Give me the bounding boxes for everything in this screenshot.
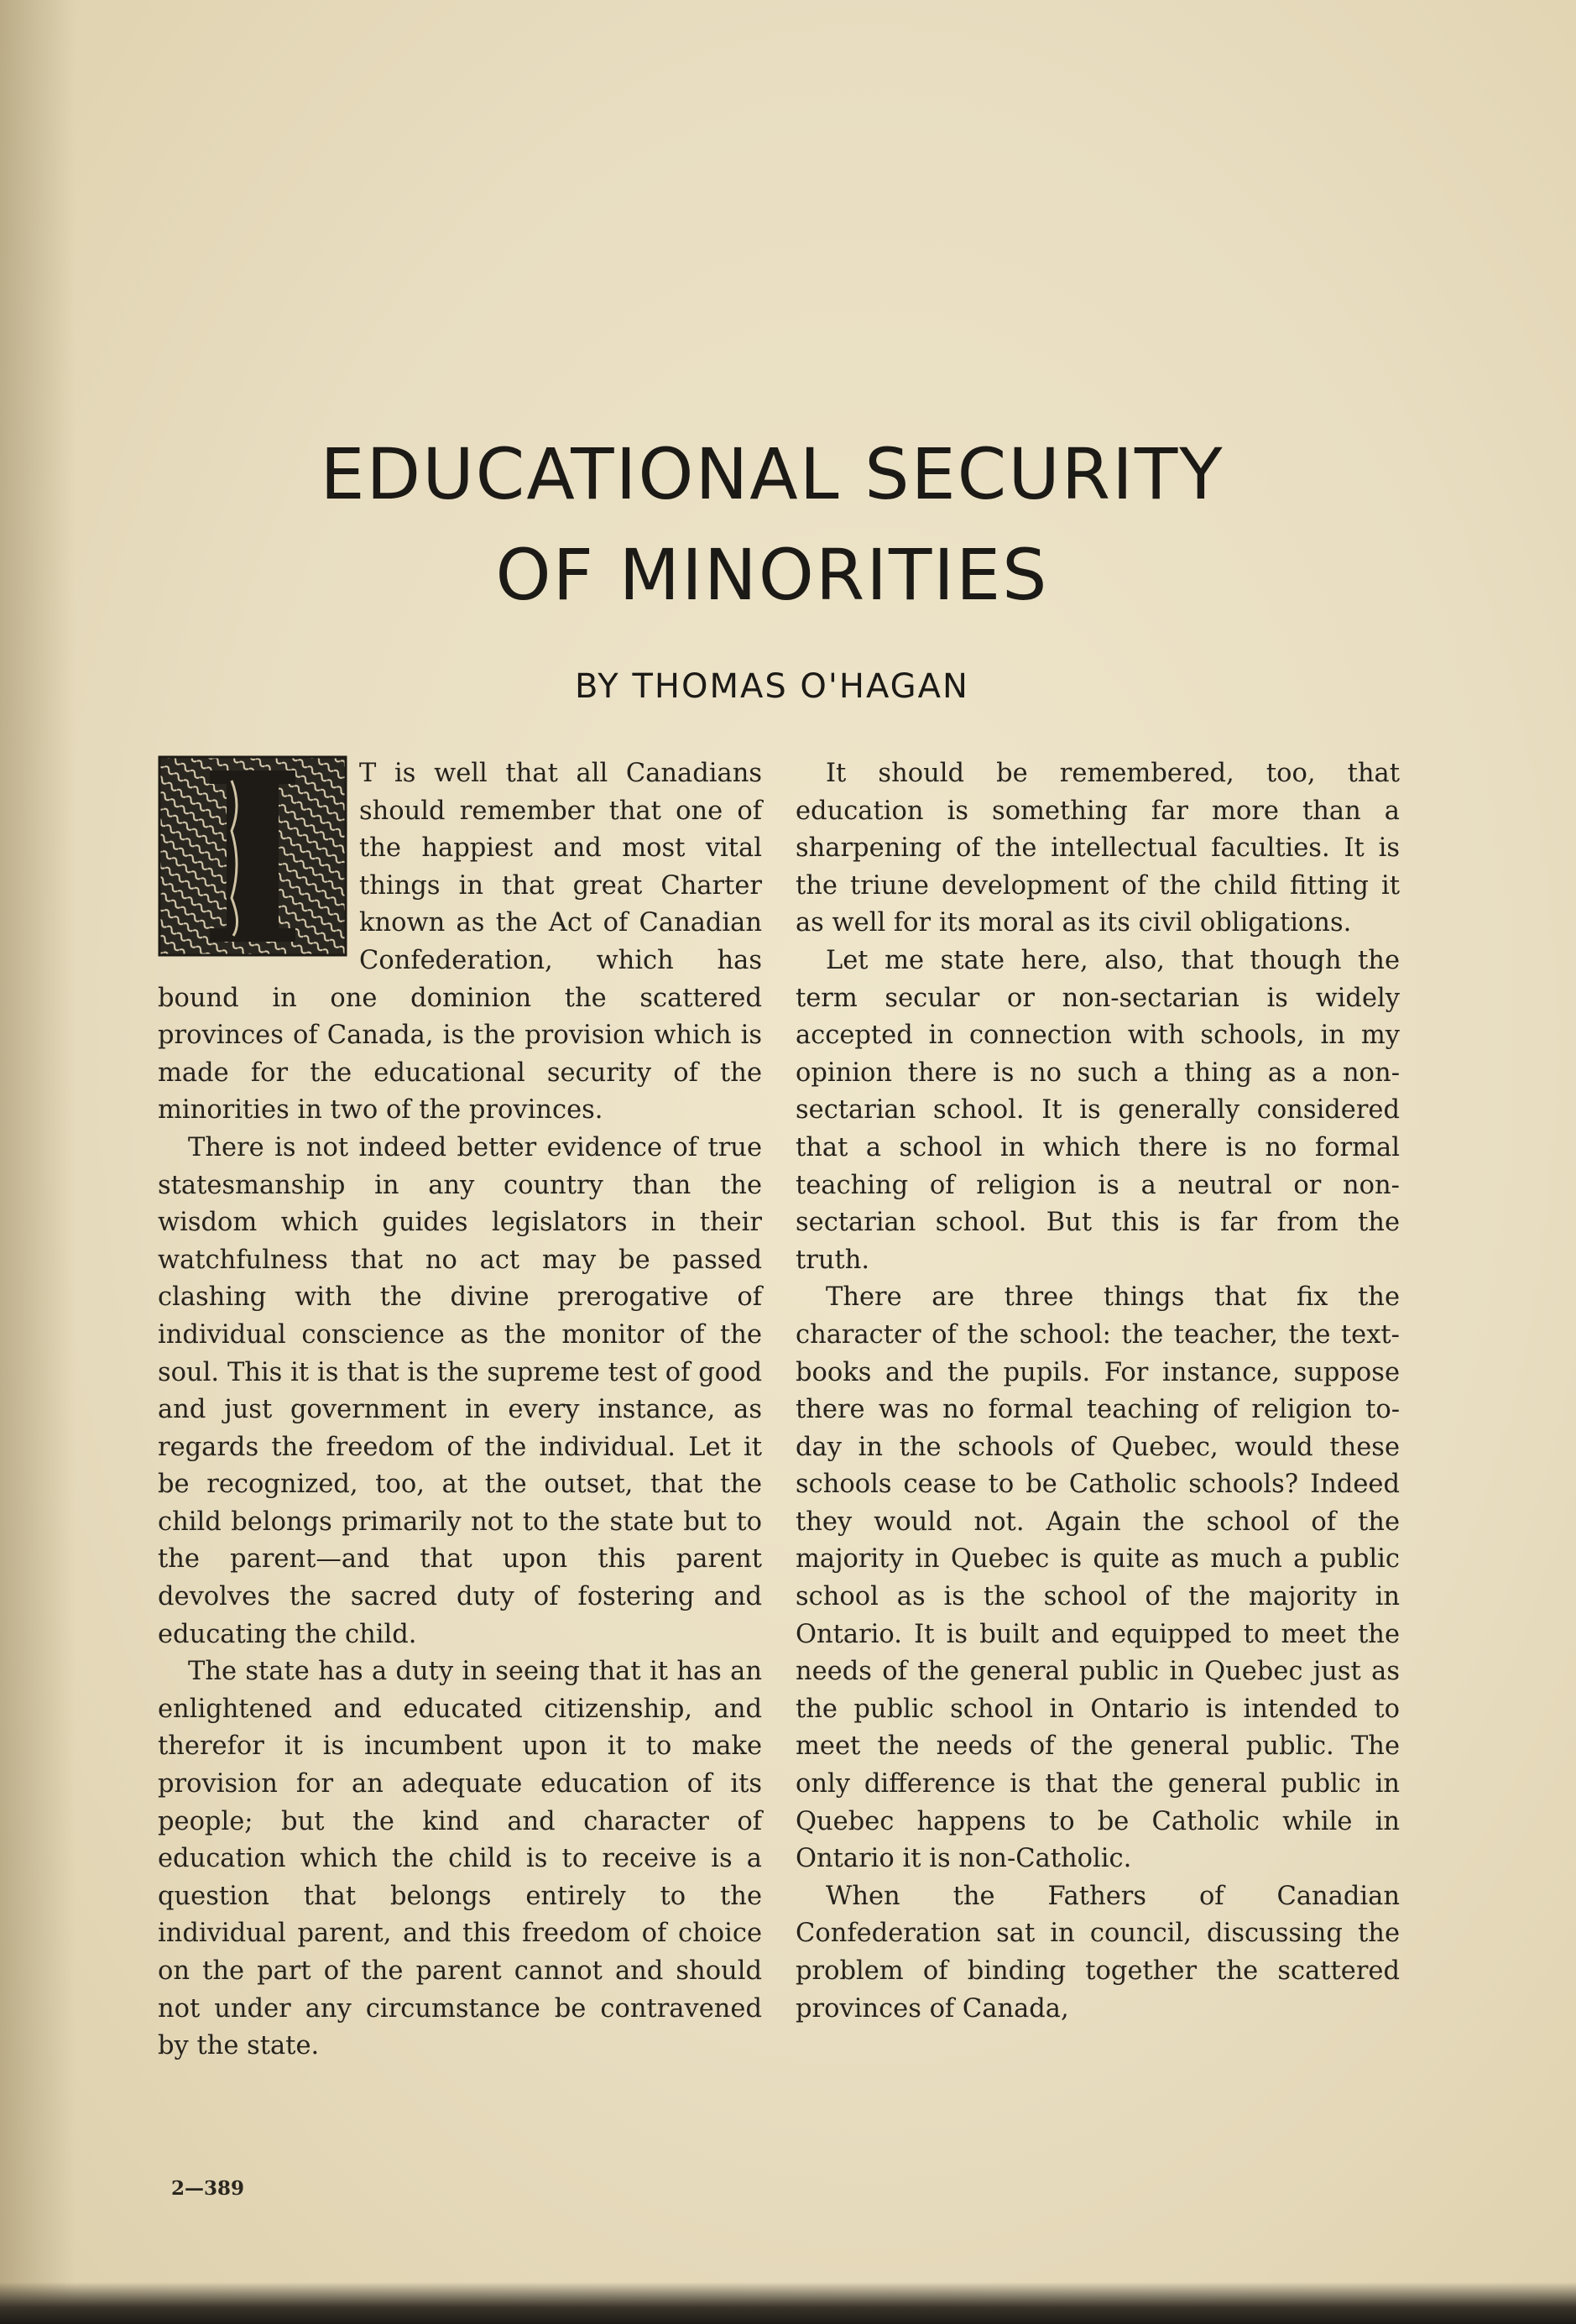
article-byline: BY THOMAS O'HAGAN bbox=[575, 667, 969, 706]
paragraph: T is well that all Canadians should remember that one of the happiest and most vital things in that great Charter known as the Act of Canadian Confederation, which has bound in one dominion the scattered provinces of Canada, is the provision which is made for the educational security of the minorities in two of the provinces. bbox=[158, 759, 762, 1125]
paragraph: There is not indeed better evidence of true statesmanship in any country than the wisdom which guides legislators in their watchfulness that no act may be passed clashing with the divine prerogative of individual conscience as the monitor of the soul. This it is that is the supreme test of good and just government in every instance, as regards the freedom of the individual. Let it be recognized, too, at the outset, that the child belongs primarily not to the state but to the parent—and that upon this parent devolves the sacred duty of fostering and educating the child. bbox=[158, 1132, 762, 1649]
paragraph: It should be remembered, too, that education is something far more than a sharpening of the intellectual faculties. It is the triune development of the child fitting it as well for its moral as its civil obligations. bbox=[796, 759, 1400, 938]
paragraph: When the Fathers of Canadian Confederation sat in council, discussing the problem of binding together the scattered provinces of Canada, bbox=[796, 1881, 1400, 2024]
article-title bbox=[201, 424, 1343, 625]
title-line-2: OF MINORITIES bbox=[495, 534, 1049, 616]
paragraph: The state has a duty in seeing that it has an enlightened and educated citizenship, and therefor it is incumbent upon it to make provision for an adequate education of its people; but the kind and character of education which the child is to receive is a question that belongs entirely to the individual parent, and this freedom of choice on the part of the parent cannot and should not under any circumstance be contravened by the state. bbox=[158, 1657, 762, 2061]
title-line-1: EDUCATIONAL SECURITY bbox=[320, 433, 1224, 515]
paragraph: There are three things that fix the character of the school: the teacher, the text-books and the pupils. For instance, suppose there was no formal teaching of religion to-day in the schools of Quebec, would these schools cease to be Catholic schools? Indeed they would not. Again the school of the majority in Quebec is quite as much a public school as is the school of the majority in Ontario. It is built and equipped to meet the needs of the general public in Quebec just as the public school in Ontario is intended to meet the needs of the general public. The only difference is that the general public in Quebec happens to be Catholic while in Ontario it is non-Catholic. bbox=[796, 1282, 1400, 1874]
page-folio: 2—389 bbox=[171, 2177, 245, 2200]
svg-text:I: I bbox=[246, 851, 259, 890]
right-column bbox=[796, 755, 1400, 2028]
page-bottom-edge bbox=[0, 2282, 1576, 2324]
dropcap-ornament-icon bbox=[158, 755, 347, 957]
spine-shadow bbox=[0, 0, 76, 2324]
left-column bbox=[158, 755, 762, 2065]
paragraph: Let me state here, also, that though the term secular or non-sectarian is widely accepted in connection with schools, in my opinion there is no such a thing as a non-sectarian school. It is generally considered that a school in which there is no formal teaching of religion is a neutral or non-sectarian school. But this is far from the truth. bbox=[796, 945, 1400, 1275]
